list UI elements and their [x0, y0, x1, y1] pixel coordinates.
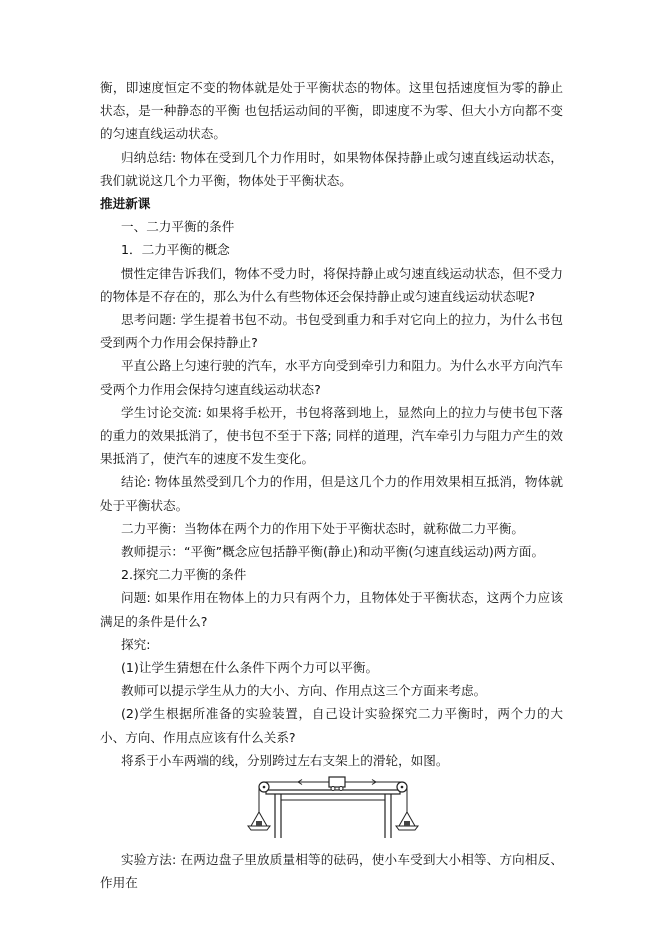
left-pan — [248, 826, 270, 830]
paragraph: 将系于小车两端的线，分别跨过左右支架上的滑轮，如图。 — [121, 752, 449, 768]
paragraph: 教师可以提示学生从力的大小、方向、作用点这三个方面来考虑。 — [121, 683, 487, 699]
paragraph: 思考问题: 学生提着书包不动。书包受到重力和手对它向上的拉力，为什么书包受到两个力作用会保持静止? — [100, 312, 563, 351]
paragraph: 惯性定律告诉我们，物体不受力时，将保持静止或匀速直线运动状态，但不受力的物体是不存在的，那么为什么有些物体还会保持静止或匀速直线运动状态呢? — [100, 265, 563, 304]
paragraph: 归纳总结: 物体在受到几个力作用时，如果物体保持静止或匀速直线运动状态，我们就说这几个力平衡，物体处于平衡状态。 — [100, 149, 563, 188]
right-weight — [404, 821, 410, 826]
paragraph: (1)让学生猜想在什么条件下两个力可以平衡。 — [121, 660, 379, 676]
paragraph: 教师提示：“平衡”概念应包括静平衡(静止)和动平衡(匀速直线运动)两方面。 — [121, 544, 545, 560]
section-heading: 推进新课 — [100, 196, 151, 212]
paragraph: 衡，即速度恒定不变的物体就是处于平衡状态的物体。这里包括速度恒为零的静止状态，是一种静态的平衡 也包括运动间的平衡，即速度不为零、但大小方向都不变的匀速直线运动状态。 — [100, 80, 563, 142]
left-force-arrow — [298, 780, 312, 785]
paragraph: 探究: — [121, 636, 151, 652]
subheading: 2.探究二力平衡的条件 — [121, 567, 247, 583]
paragraph: 实验方法: 在两边盘子里放质量相等的砝码，使小车受到大小相等、方向相反、作用在 — [100, 852, 563, 891]
right-force-arrow — [362, 780, 376, 785]
paragraph: 二力平衡：当物体在两个力的作用下处于平衡状态时，就称做二力平衡。 — [121, 520, 524, 536]
paragraph: 学生讨论交流: 如果将手松开，书包将落到地上，显然向上的拉力与使书包下落的重力的效果抵消了，使书包不至于下落; 同样的道理，汽车牵引力与阻力产生的效果抵消了，使汽车的速度不发生变化。 — [100, 404, 563, 467]
paragraph: (2)学生根据所准备的实验装置，自己设计实验探究二力平衡时，两个力的大小、方向、作用点应该有什么关系? — [100, 706, 563, 745]
experiment-figure — [100, 776, 563, 838]
balance-apparatus-diagram — [100, 776, 563, 838]
right-pan — [396, 826, 418, 830]
paragraph: 问题: 如果作用在物体上的力只有两个力，且物体处于平衡状态，这两个力应该满足的条件是什么? — [100, 590, 563, 629]
left-weight — [256, 821, 262, 826]
document-page — [100, 76, 563, 895]
paragraph: 平直公路上匀速行驶的汽车，水平方向受到牵引力和阻力。为什么水平方向汽车受两个力作用会保持匀速直线运动状态? — [100, 358, 563, 397]
subheading: 1．二力平衡的概念 — [121, 242, 230, 258]
paragraph: 结论: 物体虽然受到几个力的作用，但是这几个力的作用效果相互抵消，物体就处于平衡状态。 — [100, 474, 563, 513]
paragraph-list — [100, 76, 563, 772]
subheading: 一、二力平衡的条件 — [121, 219, 235, 235]
cart — [329, 777, 345, 787]
